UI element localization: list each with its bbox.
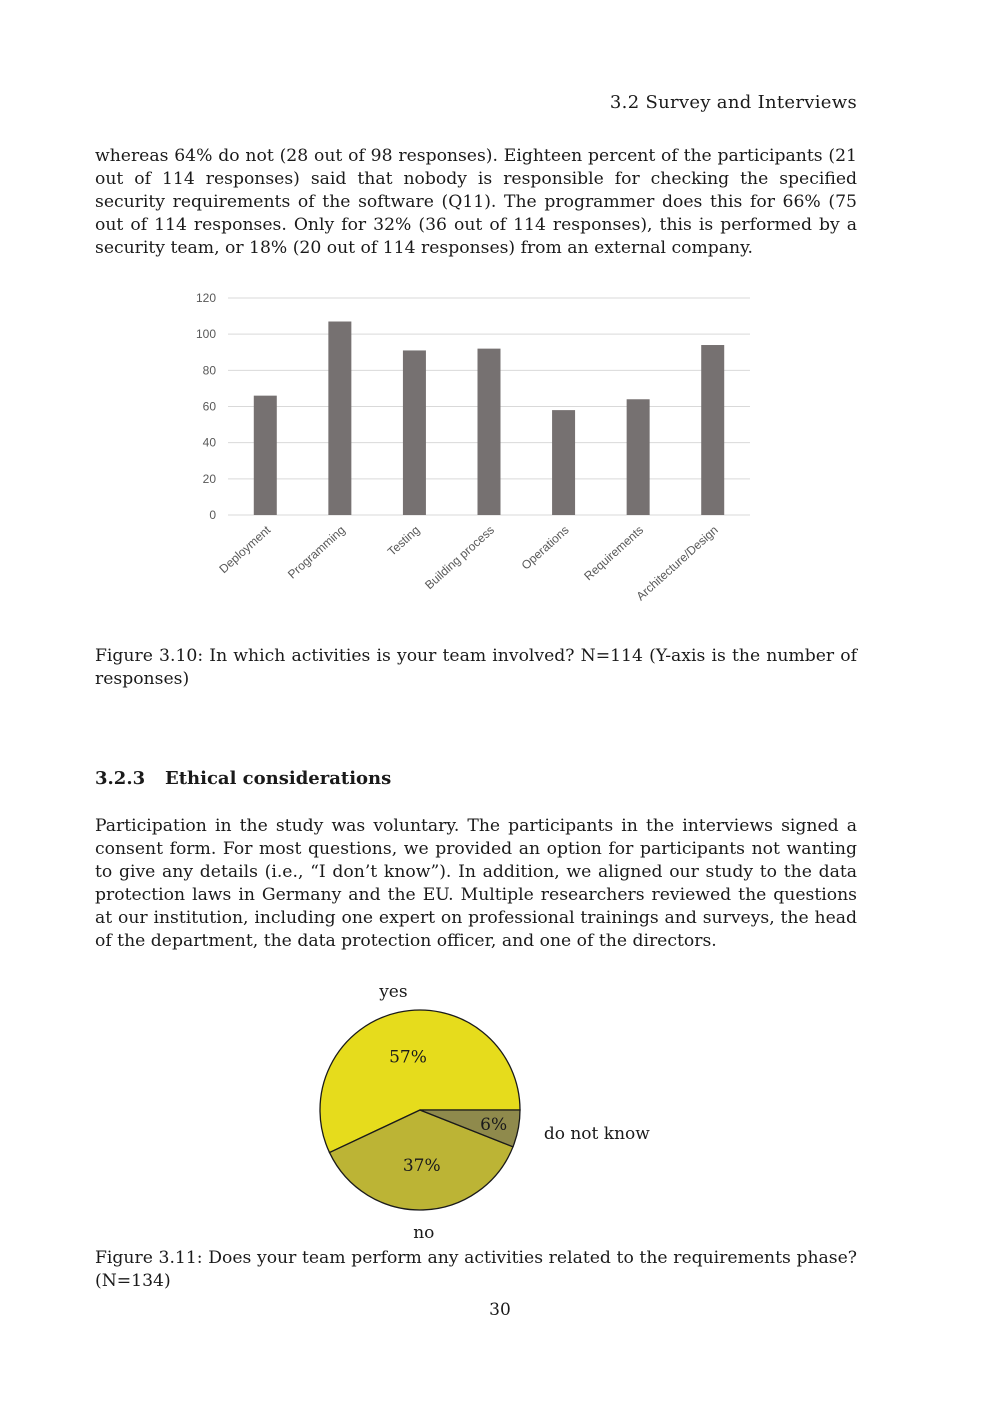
section-number: 3.2.3 bbox=[95, 768, 146, 789]
figure-3-10-caption: Figure 3.10: In which activities is your team involved? N=114 (Y-axis is the number of responses) bbox=[95, 646, 857, 689]
figure-3-11-caption: Figure 3.11: Does your team perform any activities related to the requirements phase? (N=134) bbox=[95, 1248, 857, 1291]
x-tick-label: Building process bbox=[422, 522, 498, 593]
page-number: 30 bbox=[489, 1300, 511, 1320]
bar-chart-svg bbox=[180, 280, 780, 640]
section-heading bbox=[95, 768, 391, 789]
pie-category-label: no bbox=[413, 1222, 435, 1240]
pie-chart-requirements bbox=[300, 975, 700, 1240]
body-paragraph-1: whereas 64% do not (28 out of 98 responses). Eighteen percent of the participants (21 out of 114 responses) said that nobody is responsible for checking the specified security requirements of the software (Q11). The programmer does this for 66% (75 out of 114 responses. Only for 32% (36 out of 114 responses), this is performed by a security team, or 18% (20 out of 114 responses) from an external company. bbox=[95, 146, 857, 258]
y-tick-label: 80 bbox=[202, 363, 216, 378]
y-tick-label: 100 bbox=[195, 327, 216, 342]
bar-programming bbox=[328, 322, 351, 515]
pie-category-label: do not know bbox=[543, 1123, 650, 1144]
x-tick-label: Testing bbox=[384, 522, 423, 559]
section-title: Ethical considerations bbox=[165, 768, 392, 789]
bar-testing bbox=[403, 350, 426, 515]
pie-pct-label: 37% bbox=[402, 1155, 441, 1176]
bar-deployment bbox=[254, 396, 277, 515]
bar-operations bbox=[552, 410, 575, 515]
x-tick-label: Requirements bbox=[581, 522, 647, 584]
bar-building-process bbox=[478, 349, 501, 515]
pie-pct-label: 57% bbox=[389, 1047, 427, 1068]
x-tick-label: Programming bbox=[284, 522, 348, 582]
running-header: 3.2 Survey and Interviews bbox=[609, 92, 857, 113]
y-tick-label: 0 bbox=[209, 508, 216, 522]
y-tick-label: 20 bbox=[202, 471, 216, 486]
x-tick-label: Architecture/Design bbox=[633, 522, 721, 604]
x-tick-label: Deployment bbox=[216, 522, 274, 577]
body-paragraph-2: Participation in the study was voluntary. The participants in the interviews signed a consent form. For most questions, we provided an option for participants not wanting to give any details (i.e., “I don’t know”). In addition, we aligned our study to the data protection laws in Germany and the EU. Multiple researchers reviewed the questions at our institution, including one expert on professional trainings and surveys, the head of the department, the data protection officer, and one of the directors. bbox=[95, 816, 857, 951]
y-tick-label: 60 bbox=[202, 399, 216, 414]
y-tick-label: 40 bbox=[202, 435, 216, 450]
y-tick-label: 120 bbox=[195, 291, 216, 305]
x-tick-label: Operations bbox=[518, 522, 572, 573]
pie-chart-svg bbox=[300, 975, 700, 1240]
pie-category-label: yes bbox=[379, 981, 408, 1002]
bar-chart-activities bbox=[180, 280, 780, 640]
bar-requirements bbox=[627, 399, 650, 515]
pie-pct-label: 6% bbox=[480, 1115, 508, 1136]
bar-architecture-design bbox=[701, 345, 724, 515]
